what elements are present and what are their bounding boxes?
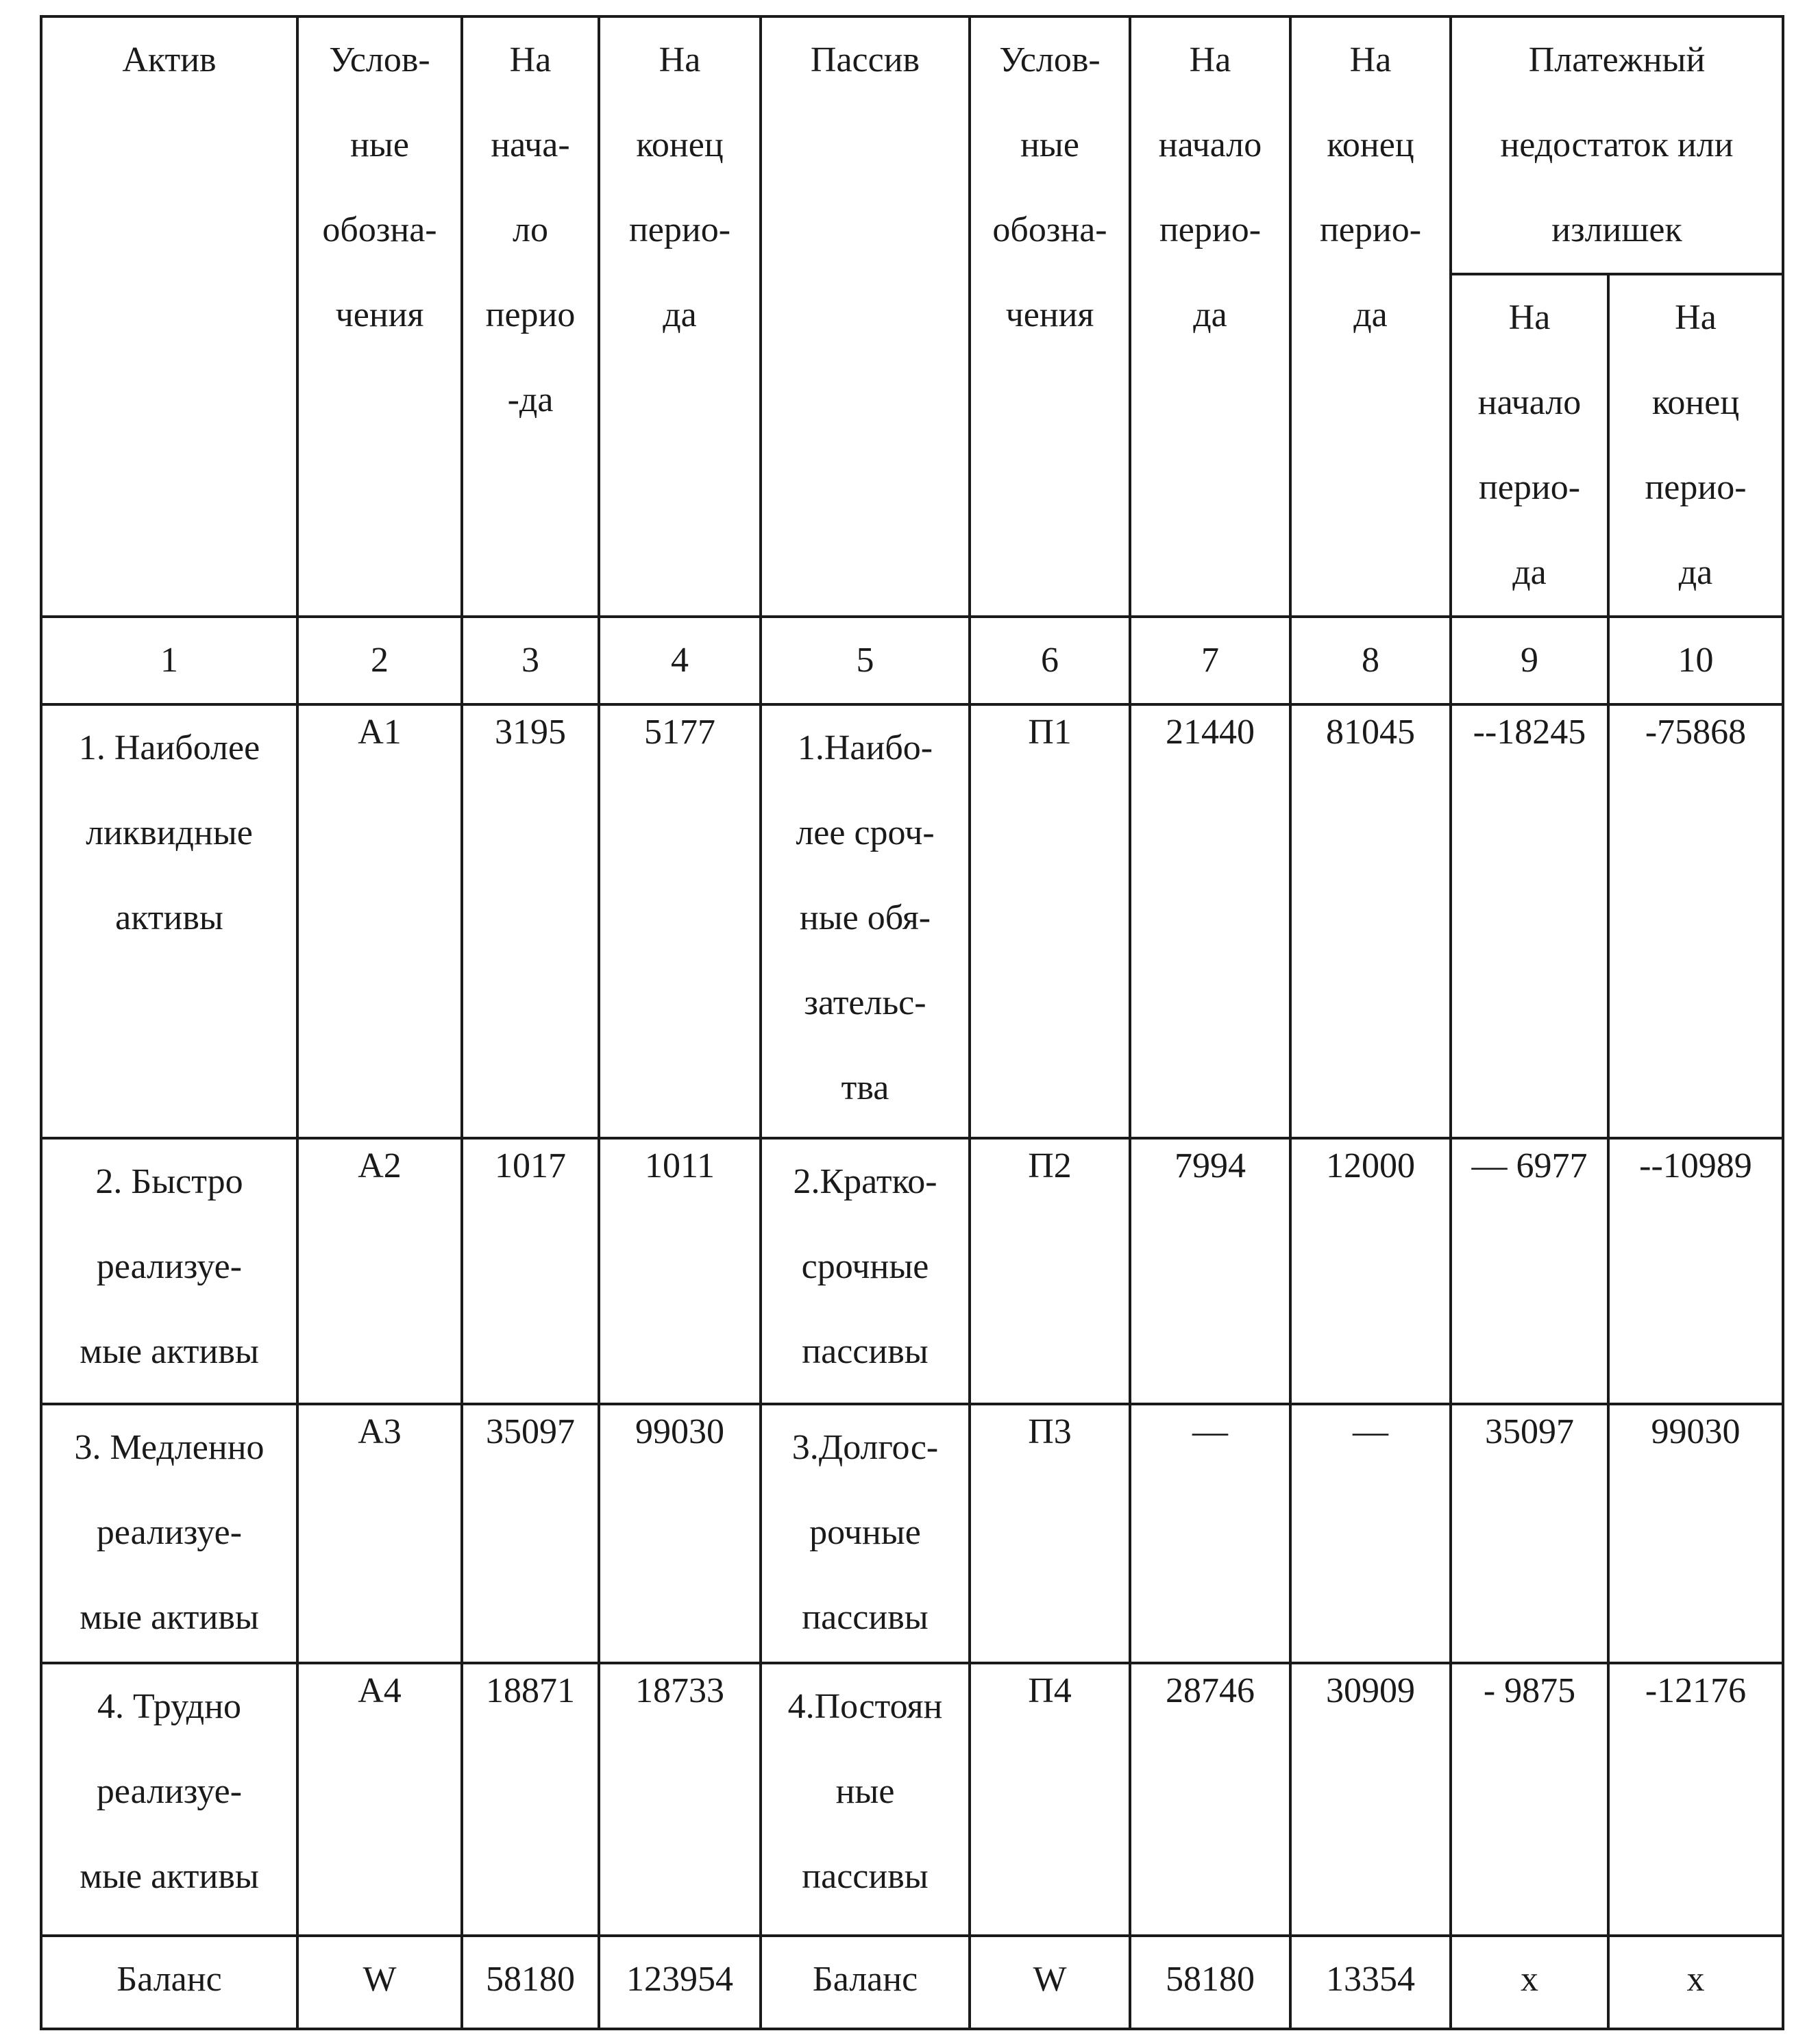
balance-asset-end: 123954 — [599, 1936, 761, 2029]
header-liability-start: На начало перио- да — [1130, 16, 1290, 617]
deficit-end-value: -12176 — [1608, 1663, 1783, 1936]
deficit-start-value: 35097 — [1451, 1404, 1608, 1663]
asset-start-value: 1017 — [462, 1138, 599, 1404]
table-row — [41, 1663, 1783, 1936]
liability-group-name: 4.Постоян ные пассивы — [761, 1663, 970, 1936]
balance-asset-label: Баланс — [41, 1936, 297, 2029]
liability-end-value: 30909 — [1290, 1663, 1451, 1936]
balance-liability-end: 13354 — [1290, 1936, 1451, 2029]
liquidity-table-sheet — [40, 15, 1782, 2021]
liability-code: П1 — [970, 704, 1130, 1138]
liability-end-value: 81045 — [1290, 704, 1451, 1138]
column-number: 9 — [1451, 617, 1608, 704]
deficit-end-value: 99030 — [1608, 1404, 1783, 1663]
balance-row — [41, 1936, 1783, 2029]
asset-code: А2 — [297, 1138, 462, 1404]
header-asset-start: На нача- ло перио -да — [462, 16, 599, 617]
liability-end-value: — — [1290, 1404, 1451, 1663]
liability-code: П4 — [970, 1663, 1130, 1936]
table-row — [41, 1138, 1783, 1404]
asset-group-name: 2. Быстро реализуе- мые активы — [41, 1138, 297, 1404]
asset-group-name: 4. Трудно реализуе- мые активы — [41, 1663, 297, 1936]
asset-code: А1 — [297, 704, 462, 1138]
asset-group-name: 1. Наиболее ликвидные активы — [41, 704, 297, 1138]
asset-start-value: 35097 — [462, 1404, 599, 1663]
column-number: 4 — [599, 617, 761, 704]
liability-code: П3 — [970, 1404, 1130, 1663]
asset-code: А4 — [297, 1663, 462, 1936]
asset-end-value: 18733 — [599, 1663, 761, 1936]
balance-asset-code: W — [297, 1936, 462, 2029]
liability-group-name: 3.Долгос- рочные пассивы — [761, 1404, 970, 1663]
liability-start-value: 7994 — [1130, 1138, 1290, 1404]
deficit-end-value: -75868 — [1608, 704, 1783, 1138]
header-row — [41, 16, 1783, 274]
header-payment-deficit: Платежный недостаток или излишек — [1451, 16, 1783, 274]
header-asset-code: Услов- ные обозна- чения — [297, 16, 462, 617]
table-row — [41, 1404, 1783, 1663]
asset-end-value: 5177 — [599, 704, 761, 1138]
asset-end-value: 1011 — [599, 1138, 761, 1404]
asset-start-value: 18871 — [462, 1663, 599, 1936]
column-number: 10 — [1608, 617, 1783, 704]
balance-deficit-start: х — [1451, 1936, 1608, 2029]
header-aktiv: Актив — [41, 16, 297, 617]
asset-code: А3 — [297, 1404, 462, 1663]
deficit-end-value: --10989 — [1608, 1138, 1783, 1404]
deficit-start-value: - 9875 — [1451, 1663, 1608, 1936]
column-number: 6 — [970, 617, 1130, 704]
column-number: 7 — [1130, 617, 1290, 704]
balance-liability-start: 58180 — [1130, 1936, 1290, 2029]
balance-liability-label: Баланс — [761, 1936, 970, 2029]
balance-deficit-end: х — [1608, 1936, 1783, 2029]
asset-start-value: 3195 — [462, 704, 599, 1138]
header-deficit-start: На начало перио- да — [1451, 274, 1608, 617]
liability-code: П2 — [970, 1138, 1130, 1404]
liability-start-value: 21440 — [1130, 704, 1290, 1138]
liability-end-value: 12000 — [1290, 1138, 1451, 1404]
balance-asset-start: 58180 — [462, 1936, 599, 2029]
header-deficit-end: На конец перио- да — [1608, 274, 1783, 617]
column-number: 3 — [462, 617, 599, 704]
column-number-row — [41, 617, 1783, 704]
liquidity-balance-table — [40, 15, 1784, 2030]
balance-liability-code: W — [970, 1936, 1130, 2029]
asset-end-value: 99030 — [599, 1404, 761, 1663]
column-number: 1 — [41, 617, 297, 704]
column-number: 5 — [761, 617, 970, 704]
table-row — [41, 704, 1783, 1138]
liability-group-name: 1.Наибо- лее сроч- ные обя- зательс- тва — [761, 704, 970, 1138]
header-liability-end: На конец перио- да — [1290, 16, 1451, 617]
deficit-start-value: --18245 — [1451, 704, 1608, 1138]
asset-group-name: 3. Медленно реализуе- мые активы — [41, 1404, 297, 1663]
header-asset-end: На конец перио- да — [599, 16, 761, 617]
liability-start-value: — — [1130, 1404, 1290, 1663]
column-number: 8 — [1290, 617, 1451, 704]
header-passiv: Пассив — [761, 16, 970, 617]
deficit-start-value: — 6977 — [1451, 1138, 1608, 1404]
column-number: 2 — [297, 617, 462, 704]
header-liability-code: Услов- ные обозна- чения — [970, 16, 1130, 617]
liability-group-name: 2.Кратко- срочные пассивы — [761, 1138, 970, 1404]
liability-start-value: 28746 — [1130, 1663, 1290, 1936]
